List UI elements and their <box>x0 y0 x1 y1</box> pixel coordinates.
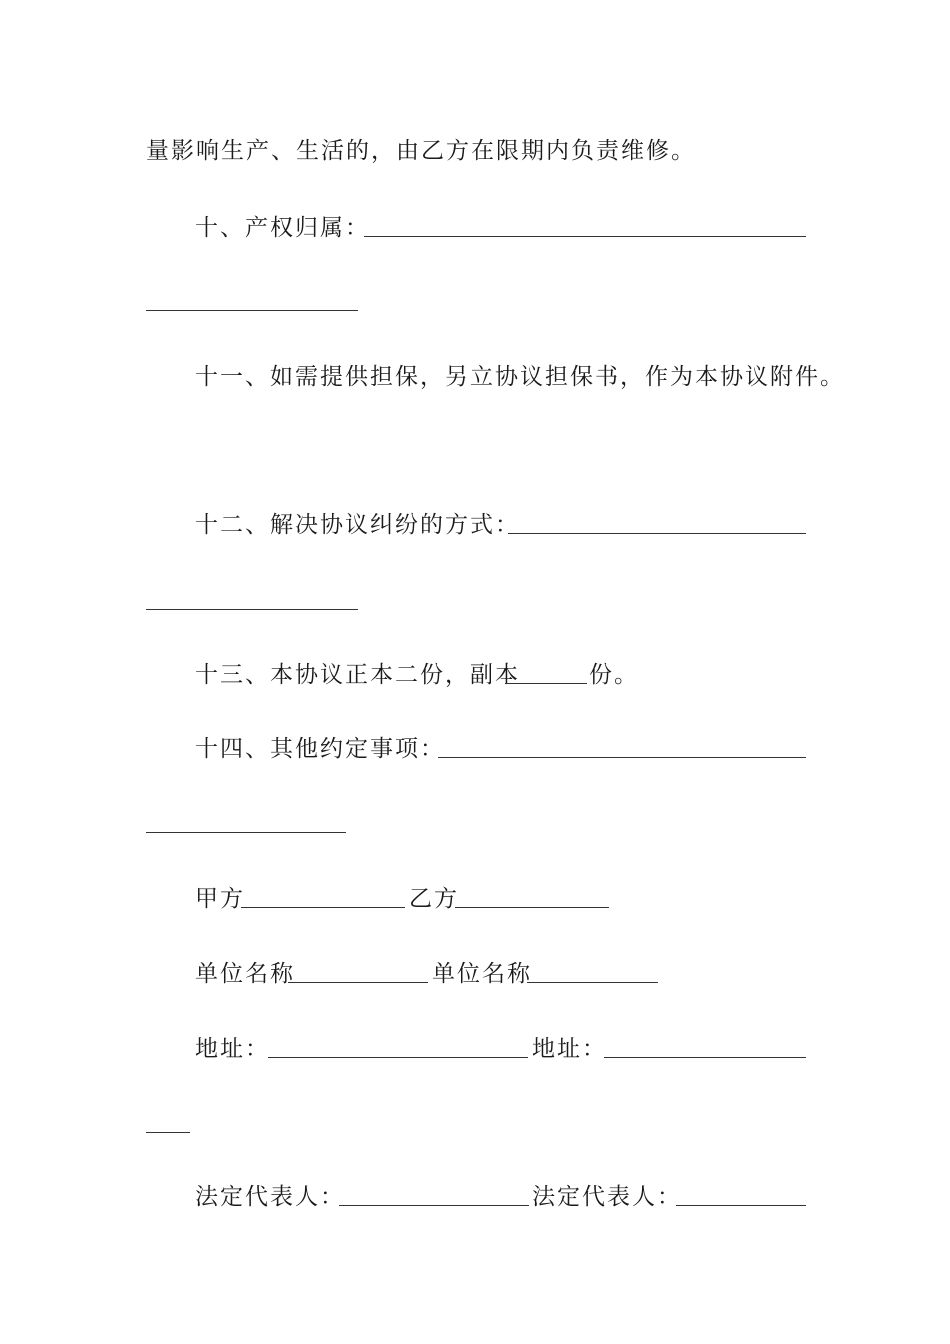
address-a-label: 地址： <box>195 1036 270 1062</box>
fill-blank-org-a <box>288 982 428 983</box>
fill-blank-address-cont <box>146 1132 190 1133</box>
org-name-a-label: 单位名称 <box>195 961 295 987</box>
fill-blank-address-b <box>604 1057 806 1058</box>
clause-13-copies: 十三、本协议正本二份，副本 <box>195 662 520 688</box>
fill-blank-property-cont <box>146 310 358 311</box>
fill-blank-org-b <box>527 982 658 983</box>
fill-blank-other-cont <box>146 832 346 833</box>
fill-blank-dispute <box>508 533 806 534</box>
fill-blank-property <box>364 236 806 237</box>
address-b-label: 地址： <box>532 1036 607 1062</box>
fill-blank-legal-rep-a <box>339 1205 529 1206</box>
clause-13-copies-end: 份。 <box>589 662 639 688</box>
fill-blank-address-a <box>268 1057 528 1058</box>
fill-blank-legal-rep-b <box>676 1205 806 1206</box>
paragraph-repair: 量影响生产、生活的，由乙方在限期内负责维修。 <box>146 138 696 164</box>
party-b-label: 乙方 <box>409 886 459 912</box>
fill-blank-other <box>438 757 806 758</box>
legal-rep-b-label: 法定代表人： <box>532 1184 682 1210</box>
clause-10-property: 十、产权归属： <box>195 215 370 241</box>
clause-12-dispute: 十二、解决协议纠纷的方式： <box>195 512 520 538</box>
fill-blank-copies <box>505 683 587 684</box>
fill-blank-dispute-cont <box>146 609 358 610</box>
clause-14-other: 十四、其他约定事项： <box>195 736 445 762</box>
org-name-b-label: 单位名称 <box>432 961 532 987</box>
clause-11-guarantee: 十一、如需提供担保，另立协议担保书，作为本协议附件。 <box>195 364 845 390</box>
legal-rep-a-label: 法定代表人： <box>195 1184 345 1210</box>
fill-blank-party-b <box>455 907 609 908</box>
party-a-label: 甲方 <box>195 886 245 912</box>
fill-blank-party-a <box>241 907 405 908</box>
